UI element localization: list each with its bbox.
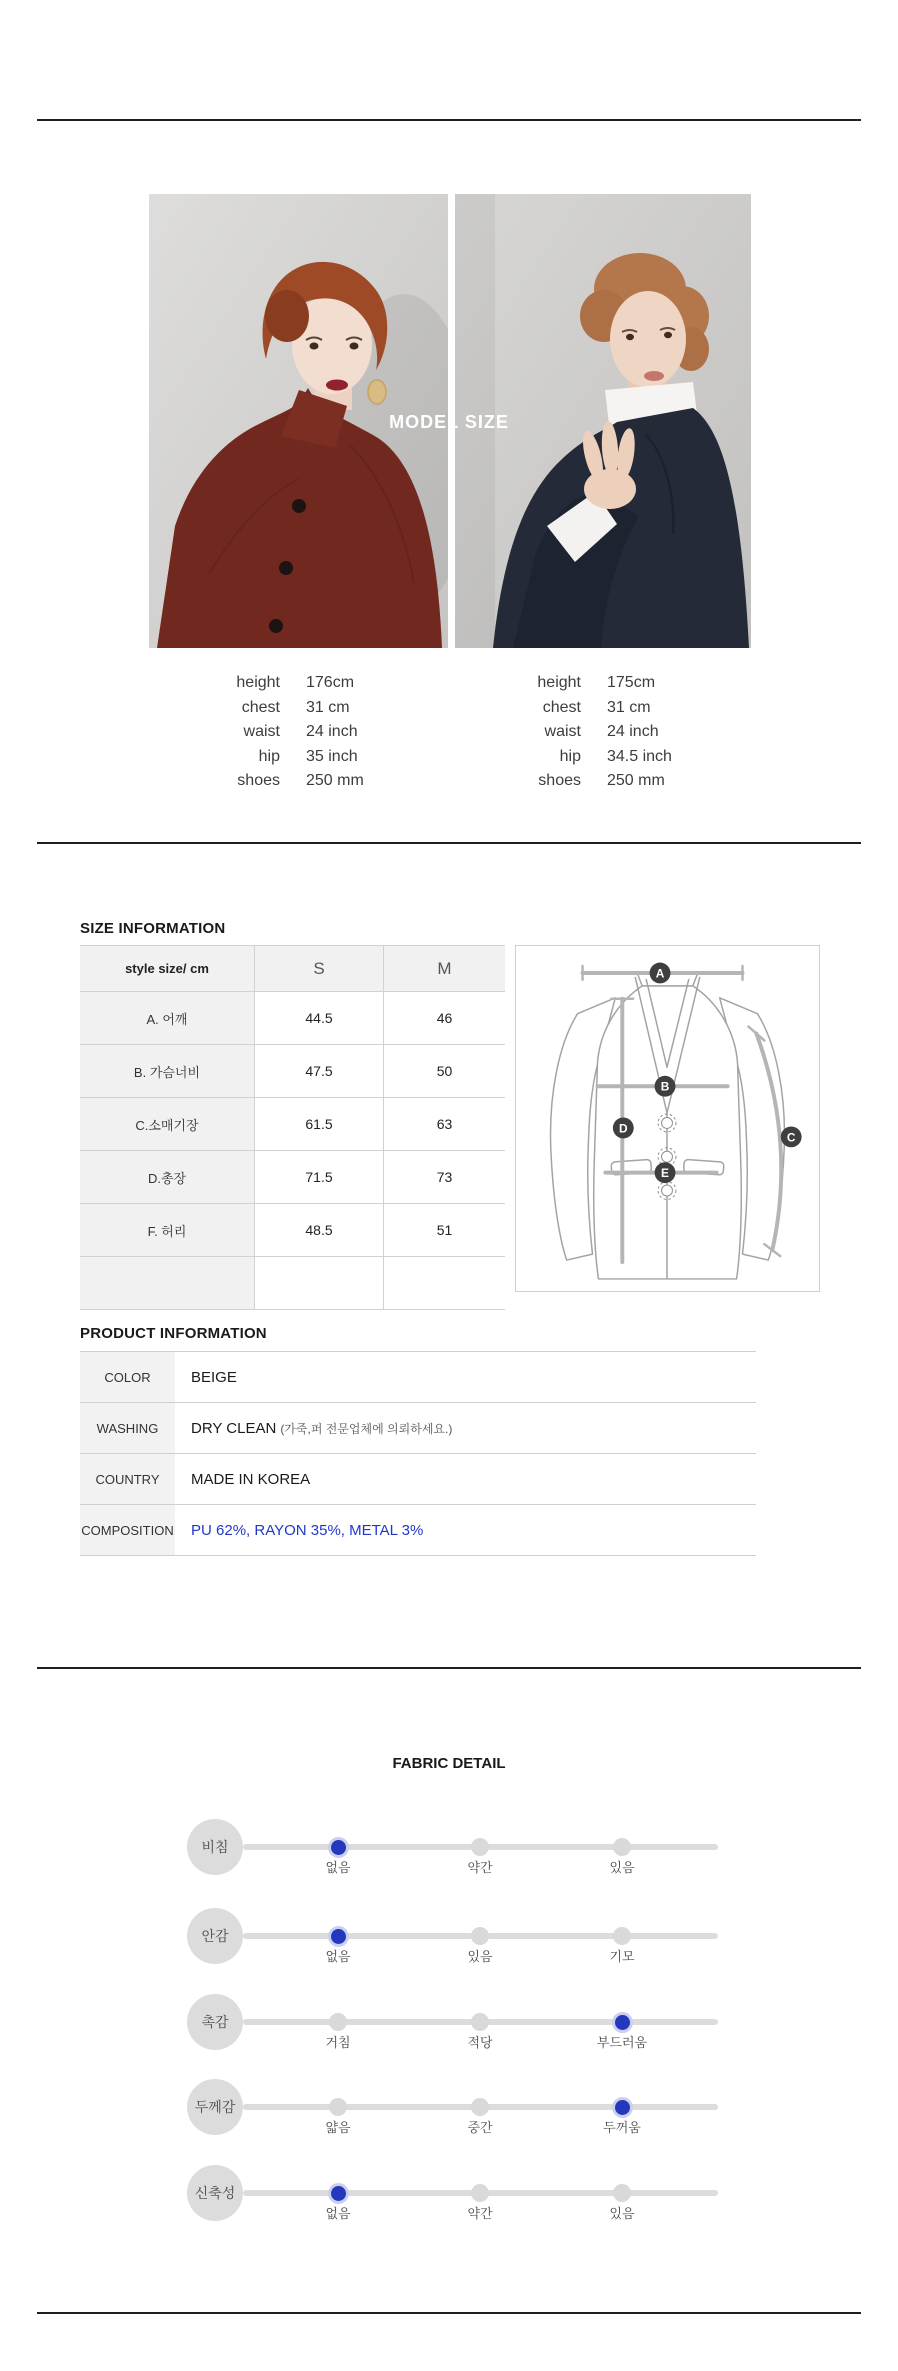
measure-label: height (236, 674, 280, 691)
size-table-row (80, 1098, 505, 1151)
measure-label: hip (559, 747, 581, 765)
product-row-value: DRY CLEAN (191, 1419, 277, 1437)
fabric-property-badge: 안감 (187, 1908, 243, 1964)
product-info-table (80, 1351, 756, 1556)
fabric-option-label: 거침 (325, 2035, 351, 2050)
measure-label: chest (542, 698, 581, 716)
fabric-option-label: 부드러움 (596, 2035, 648, 2050)
product-info-row (80, 1402, 756, 1453)
fabric-slider-dot (331, 1929, 346, 1944)
measure-label: chest (241, 698, 280, 716)
size-row-m-value (384, 1257, 506, 1310)
fabric-slider-dot (471, 2184, 489, 2202)
fabric-slider-dot (613, 1838, 631, 1856)
fabric-slider-dot (471, 1838, 489, 1856)
size-information-title: SIZE INFORMATION (80, 920, 226, 937)
size-row-s-value: 71.5 (255, 1151, 384, 1204)
product-row-label: COMPOSITION (80, 1505, 175, 1555)
fabric-option-label: 없음 (325, 1860, 351, 1875)
fabric-row-sheerness (0, 1819, 898, 1889)
badge-d: D (618, 1121, 628, 1136)
measure-value: 24 inch (607, 723, 659, 740)
size-table-row (80, 1045, 505, 1098)
measure-value: 31 cm (306, 698, 350, 716)
size-table-header-m: M (384, 946, 506, 992)
size-row-m-value: 73 (384, 1151, 506, 1204)
fabric-option-label: 있음 (609, 1860, 635, 1875)
size-row-label: D.총장 (80, 1151, 255, 1204)
model-size-overlay-title: MODEL SIZE (389, 412, 509, 432)
divider-size-section (37, 842, 861, 844)
product-info-row (80, 1351, 756, 1402)
measure-label: waist (544, 723, 581, 740)
measure-value: 31 cm (607, 698, 651, 716)
size-row-m-value: 63 (384, 1098, 506, 1151)
measure-label: hip (258, 747, 280, 765)
fabric-row-lining (0, 1908, 898, 1978)
fabric-slider-dot (615, 2015, 630, 2030)
fabric-slider-dot (613, 1927, 631, 1945)
fabric-option-label: 기모 (609, 1949, 635, 1964)
product-row-value: BEIGE (191, 1368, 237, 1386)
size-table (80, 945, 505, 1310)
size-row-s-value (255, 1257, 384, 1310)
fabric-detail-title: FABRIC DETAIL (392, 1755, 506, 1772)
product-info-row (80, 1453, 756, 1504)
fabric-option-label: 약간 (467, 2206, 493, 2221)
badge-c: C (786, 1130, 796, 1145)
fabric-option-label: 없음 (325, 2206, 351, 2221)
fabric-slider-dot (471, 1927, 489, 1945)
measure-label: waist (243, 723, 280, 740)
fabric-option-label: 있음 (467, 1949, 493, 1964)
size-table-row-empty (80, 1257, 505, 1310)
size-diagram-box (515, 945, 820, 1292)
product-row-value: MADE IN KOREA (191, 1470, 311, 1488)
measure-label: shoes (538, 772, 581, 789)
product-info-row (80, 1504, 756, 1556)
fabric-slider-dot (471, 2013, 489, 2031)
divider-fabric-section (37, 1667, 861, 1669)
fabric-slider-dot (613, 2184, 631, 2202)
measure-label: height (537, 674, 581, 691)
fabric-slider-dot (331, 1840, 346, 1855)
size-table-header-s: S (255, 946, 384, 992)
size-table-row (80, 1151, 505, 1204)
size-table-header-row (80, 946, 505, 992)
size-row-label: F. 허리 (80, 1204, 255, 1257)
fabric-option-label: 약간 (467, 1860, 493, 1875)
fabric-slider-dot (615, 2100, 630, 2115)
size-row-s-value: 44.5 (255, 992, 384, 1045)
fabric-option-label: 없음 (325, 1949, 351, 1964)
fabric-property-badge: 두께감 (187, 2079, 243, 2135)
size-row-m-value: 51 (384, 1204, 506, 1257)
product-information-title: PRODUCT INFORMATION (80, 1325, 267, 1342)
divider-bottom (37, 2312, 861, 2314)
size-row-label (80, 1257, 255, 1310)
size-row-label: B. 가슴너비 (80, 1045, 255, 1098)
measure-label: shoes (237, 772, 280, 789)
size-row-label: C.소매기장 (80, 1098, 255, 1151)
fabric-slider-dot (329, 2098, 347, 2116)
fabric-row-texture (0, 1994, 898, 2064)
product-row-note: (가죽,퍼 전문업체에 의뢰하세요.) (280, 1421, 453, 1436)
fabric-row-thickness (0, 2079, 898, 2149)
fabric-slider-dot (329, 2013, 347, 2031)
fabric-property-badge: 비침 (187, 1819, 243, 1875)
fabric-option-label: 두꺼움 (603, 2120, 641, 2135)
product-row-value-composition: PU 62%, RAYON 35%, METAL 3% (191, 1521, 424, 1539)
badge-a: A (655, 966, 665, 981)
measure-value: 250 mm (306, 772, 364, 789)
size-row-s-value: 47.5 (255, 1045, 384, 1098)
product-row-label: COLOR (80, 1352, 175, 1402)
fabric-slider-dot (331, 2186, 346, 2201)
model-right-measurements (451, 671, 737, 794)
size-table-row (80, 992, 505, 1045)
fabric-slider-dot (471, 2098, 489, 2116)
badge-b: B (660, 1079, 670, 1094)
fabric-option-label: 있음 (609, 2206, 635, 2221)
divider-top (37, 119, 861, 121)
model-left-measurements (150, 671, 436, 794)
product-row-label: COUNTRY (80, 1454, 175, 1504)
size-table-header-style: style size/ cm (80, 946, 255, 992)
measure-value: 176cm (306, 674, 355, 691)
fabric-option-label: 적당 (467, 2035, 493, 2050)
size-row-s-value: 48.5 (255, 1204, 384, 1257)
jacket-measurement-diagram (516, 946, 819, 1291)
size-row-label: A. 어깨 (80, 992, 255, 1045)
fabric-property-badge: 신축성 (187, 2165, 243, 2221)
size-table-row (80, 1204, 505, 1257)
measure-value: 24 inch (306, 723, 358, 740)
fabric-row-elasticity (0, 2165, 898, 2235)
fabric-option-label: 중간 (467, 2120, 493, 2135)
badge-e: E (661, 1166, 669, 1181)
fabric-option-label: 얇음 (325, 2120, 351, 2135)
measure-value: 175cm (607, 674, 656, 691)
size-row-m-value: 46 (384, 992, 506, 1045)
fabric-property-badge: 촉감 (187, 1994, 243, 2050)
product-row-label: WASHING (80, 1403, 175, 1453)
size-row-s-value: 61.5 (255, 1098, 384, 1151)
measure-value: 35 inch (306, 747, 358, 765)
measure-value: 34.5 inch (607, 747, 672, 765)
measure-value: 250 mm (607, 772, 665, 789)
size-row-m-value: 50 (384, 1045, 506, 1098)
